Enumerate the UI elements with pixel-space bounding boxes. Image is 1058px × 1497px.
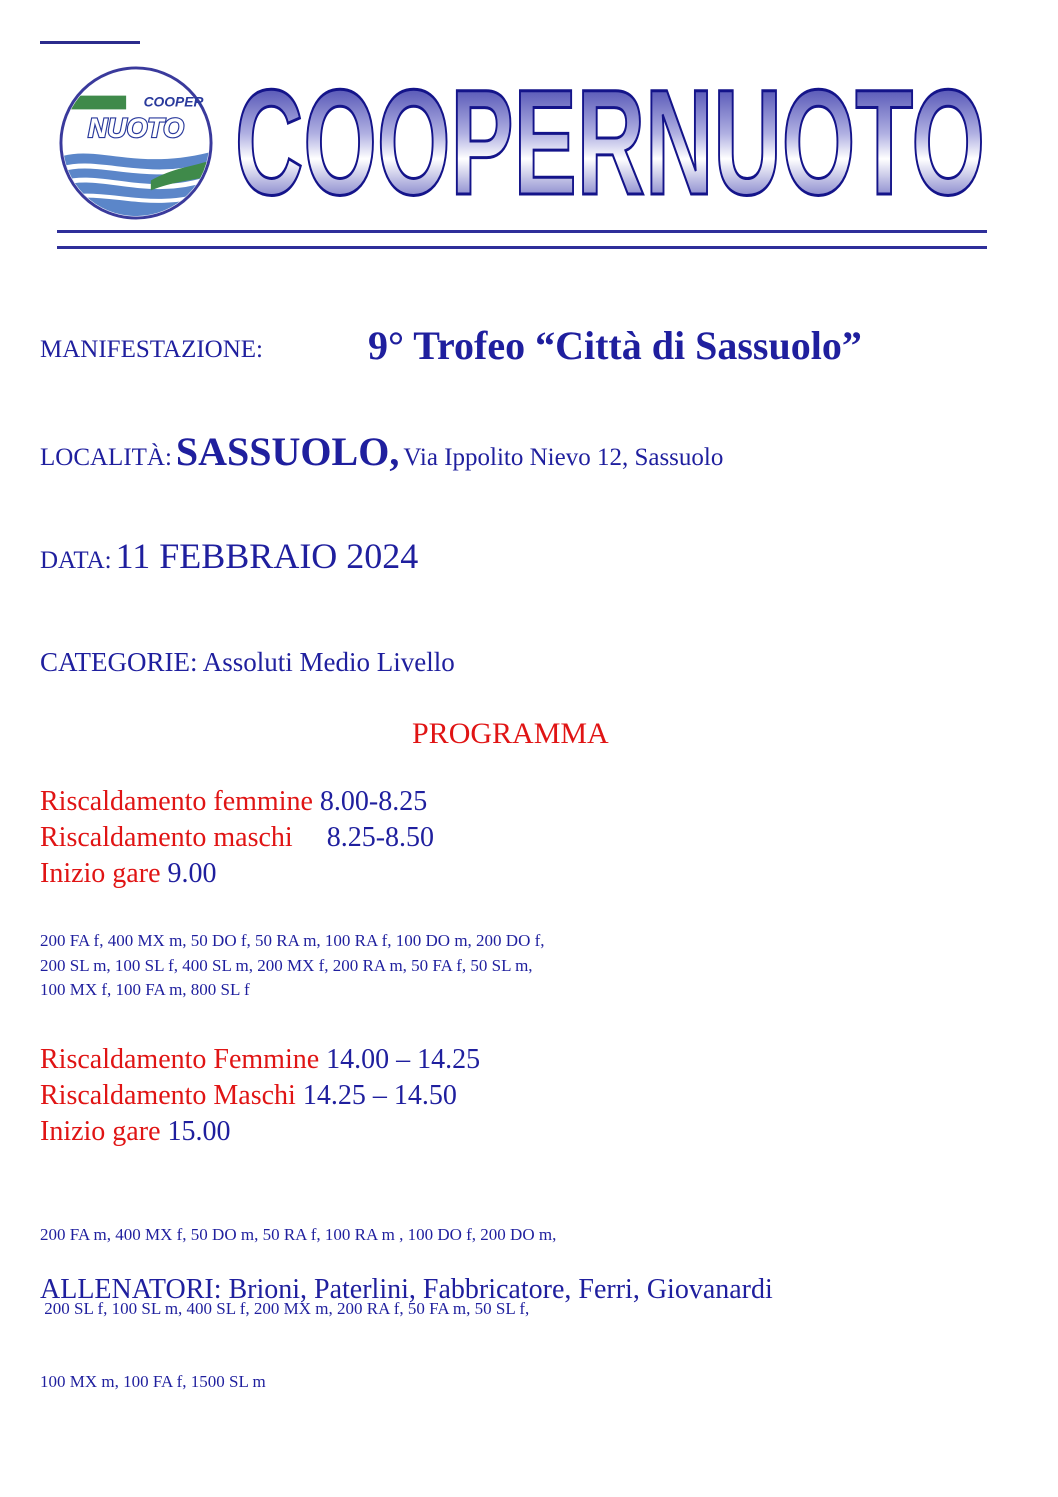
coaches-label: ALLENATORI:: [40, 1274, 222, 1305]
logo-main-text: NUOTO: [88, 113, 184, 144]
morning-schedule: [40, 784, 434, 892]
date-value: 11 FEBBRAIO 2024: [115, 536, 419, 576]
schedule-row: Riscaldamento Femmine 14.00 – 14.25: [40, 1044, 481, 1075]
program-title: PROGRAMMA: [412, 717, 609, 750]
location-row: [40, 428, 723, 475]
schedule-row: Riscaldamento maschi 8.25-8.50: [40, 822, 435, 853]
header-rule-2: [57, 246, 987, 249]
coaches-row: [40, 1274, 773, 1306]
logo-top-text: COOPER: [143, 93, 204, 110]
date-row: [40, 535, 418, 577]
events-line: 200 SL m, 100 SL f, 400 SL m, 200 MX f, 200 RA m, 50 FA f, 50 SL m,: [40, 955, 533, 975]
location-address: Via Ippolito Nievo 12, Sassuolo: [403, 444, 724, 471]
events-line: 100 MX f, 100 FA m, 800 SL f: [40, 980, 250, 999]
event-name: 9° Trofeo “Città di Sassuolo”: [368, 323, 862, 368]
schedule-row: Inizio gare 15.00: [40, 1116, 231, 1147]
coaches-value: Brioni, Paterlini, Fabbricatore, Ferri, Giovanardi: [228, 1274, 773, 1305]
schedule-row: Riscaldamento femmine 8.00-8.25: [40, 786, 428, 817]
events-line: 100 MX m, 100 FA f, 1500 SL m: [40, 1372, 266, 1391]
categories-label: CATEGORIE:: [40, 647, 198, 677]
schedule-row: Riscaldamento Maschi 14.25 – 14.50: [40, 1080, 457, 1111]
top-rule: [40, 41, 140, 44]
location-label: LOCALITÀ:: [40, 444, 172, 471]
afternoon-schedule: [40, 1042, 480, 1150]
events-line: 200 FA f, 400 MX m, 50 DO f, 50 RA m, 100 RA f, 100 DO m, 200 DO f,: [40, 931, 545, 950]
event-label: MANIFESTAZIONE:: [40, 336, 263, 363]
events-line: 200 FA m, 400 MX f, 50 DO m, 50 RA f, 100 RA m , 100 DO f, 200 DO m,: [40, 1225, 557, 1244]
events-line: 200 SL f, 100 SL m, 400 SL f, 200 MX m, 200 RA f, 50 FA m, 50 SL f,: [40, 1298, 530, 1318]
schedule-row: Inizio gare 9.00: [40, 858, 217, 889]
coopernuoto-logo: [57, 64, 215, 222]
header-rule-1: [57, 230, 987, 233]
wordmark: [228, 78, 993, 210]
location-city: SASSUOLO,: [175, 429, 400, 474]
wordmark-text: COOPERNUOTO: [235, 78, 985, 210]
categories-row: [40, 647, 455, 678]
date-label: DATA:: [40, 547, 112, 574]
categories-value: Assoluti Medio Livello: [202, 647, 455, 677]
morning-events: [40, 929, 545, 1003]
